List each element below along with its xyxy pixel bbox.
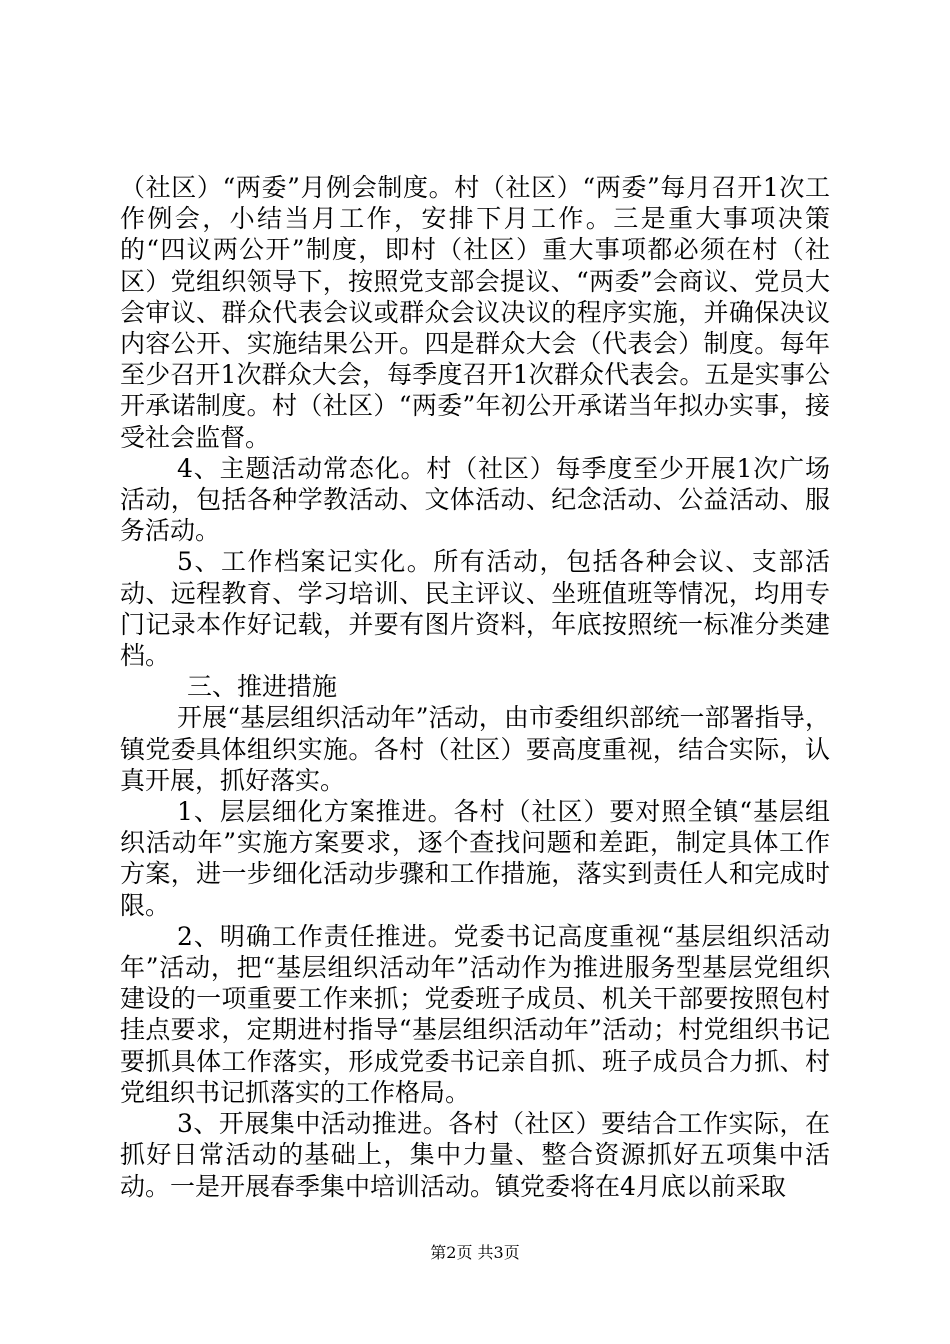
section-heading-measures: 三、推进措施: [187, 672, 338, 702]
paragraph-two-committees-system: （社区）“两委”月例会制度。村（社区）“两委”每月召开1次工作例会，小结当月工作，安排下月工作。三是重大事项决策的“四议两公开”制度，即村（社区）重大事项都必须在村（社区）党组织领导下，按照党支部会提议、“两委”会商议、党员大会审议、群众代表会议或群众会议决议的程序实施，并确保决议内容公开、实施结果公开。四是群众大会（代表会）制度。每年至少召开1次群众大会，每季度召开1次群众代表会。五是实事公开承诺制度。村（社区）“两委”年初公开承诺当年拟办实事，接受社会监督。: [120, 173, 830, 452]
paragraph-work-archives: 5、工作档案记实化。所有活动，包括各种会议、支部活动、远程教育、学习培训、民主评议、坐班值班等情况，均用专门记录本作好记载，并要有图片资料，年底按照统一标准分类建档。: [120, 547, 830, 671]
document-body: [120, 172, 830, 1202]
paragraph-detailed-plan: 1、层层细化方案推进。各村（社区）要对照全镇“基层组织活动年”实施方案要求，逐个查找问题和差距，制定具体工作方案，进一步细化活动步骤和工作措施，落实到责任人和完成时限。: [120, 797, 830, 920]
paragraph-concentrated-activities: 3、开展集中活动推进。各村（社区）要结合工作实际，在抓好日常活动的基础上，集中力量、整合资源抓好五项集中活动。一是开展春季集中培训活动。镇党委将在4月底以前采取: [120, 1109, 830, 1201]
paragraph-theme-activities: 4、主题活动常态化。村（社区）每季度至少开展1次广场活动，包括各种学教活动、文体活动、纪念活动、公益活动、服务活动。: [120, 453, 830, 546]
page-number-footer: 第2页 共3页: [430, 1243, 520, 1262]
paragraph-measures-intro: 开展“基层组织活动年”活动，由市委组织部统一部署指导，镇党委具体组织实施。各村（社区）要高度重视，结合实际，认真开展，抓好落实。: [120, 703, 830, 795]
paragraph-work-responsibility: 2、明确工作责任推进。党委书记高度重视“基层组织活动年”活动，把“基层组织活动年”活动作为推进服务型基层党组织建设的一项重要工作来抓；党委班子成员、机关干部要按照包村挂点要求，定期进村指导“基层组织活动年”活动；村党组织书记要抓具体工作落实，形成党委书记亲自抓、班子成员合力抓、村党组织书记抓落实的工作格局。: [120, 921, 830, 1107]
